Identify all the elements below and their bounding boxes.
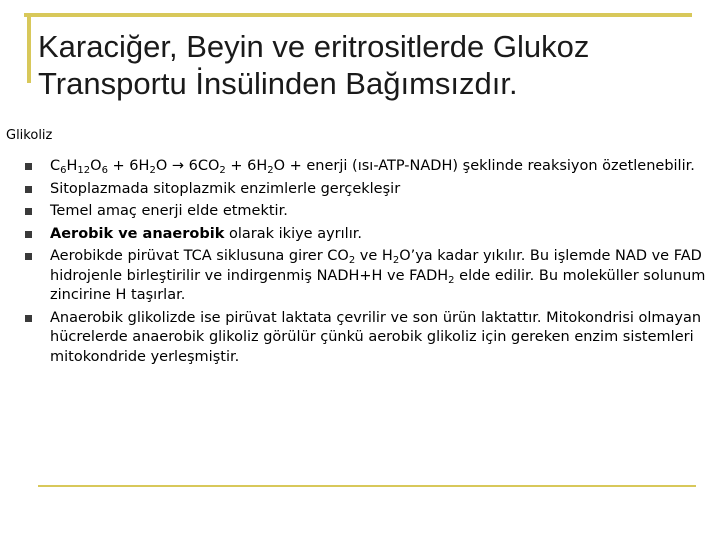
bullet-item <box>18 157 708 177</box>
bold-text: Aerobik ve anaerobik <box>50 225 225 242</box>
bullet-list <box>18 157 708 370</box>
bullet-text: + 6H <box>225 158 268 174</box>
frame-bottom-rule <box>38 485 696 487</box>
bullet-text: O + enerji (ısı-ATP-NADH) şeklinde reaksiyon özetlenebilir. <box>273 158 695 174</box>
bullet-item <box>18 309 708 368</box>
bullet-text: olarak ikiye ayrılır. <box>224 225 362 242</box>
square-bullet-icon <box>25 315 32 322</box>
bullet-text: + 6H <box>107 158 150 174</box>
bullet-item <box>18 180 708 200</box>
square-bullet-icon <box>25 208 32 215</box>
bullet-text: O → 6CO <box>155 158 220 174</box>
bullet-item <box>18 247 708 306</box>
subscript-text: 12 <box>77 165 91 176</box>
square-bullet-icon <box>25 231 32 238</box>
subscript-text: 2 <box>348 255 356 266</box>
subscript-text: 2 <box>448 274 455 286</box>
subscript-text: 6 <box>101 165 108 176</box>
slide-title: Karaciğer, Beyin ve eritrositlerde Glukoz Transportu İnsülinden Bağımsızdır. <box>38 29 590 101</box>
bullet-text: C <box>50 158 61 174</box>
bullet-item <box>18 225 708 245</box>
bullet-item <box>18 202 708 222</box>
overlay-label: Glikoliz <box>6 128 53 143</box>
bullet-text: O <box>90 158 102 174</box>
bullet-text: Sitoplazmada sitoplazmik enzimlerle gerçekleşir <box>50 180 401 197</box>
subscript-text: 6 <box>60 165 67 176</box>
subscript-text: 2 <box>267 165 274 176</box>
bullet-text: elde edilir. Bu moleküller solunum zincirine H taşırlar. <box>50 267 706 303</box>
bullet-text: Anaerobik glikolizde ise pirüvat laktata çevrilir ve son ürün laktattır. Mitokondrisi olmayan hücrelerde anaerobik glikoliz görülür çünkü aerobik glikoliz için gereken enzim sistemleri mitokondride yerleşmiştir. <box>50 309 702 365</box>
subscript-text: 2 <box>149 165 156 176</box>
square-bullet-icon <box>25 253 32 260</box>
bullet-text: Temel amaç enerji elde etmektir. <box>50 203 288 219</box>
frame-left-rule <box>27 13 31 83</box>
bullet-text: H <box>66 158 78 174</box>
frame-top-rule <box>24 13 692 17</box>
bullet-text: Aerobikde pirüvat TCA siklusuna girer CO <box>50 248 349 264</box>
square-bullet-icon <box>25 163 32 170</box>
subscript-text: 2 <box>219 165 226 176</box>
square-bullet-icon <box>25 186 32 193</box>
subscript-text: 2 <box>392 255 400 266</box>
bullet-text: O’ya kadar yıkılır. Bu işlemde NAD ve FAD hidrojenle birleştirilir ve indirgenmiş NADH+H ve FADH <box>50 248 702 284</box>
bullet-text: ve H <box>355 248 393 264</box>
